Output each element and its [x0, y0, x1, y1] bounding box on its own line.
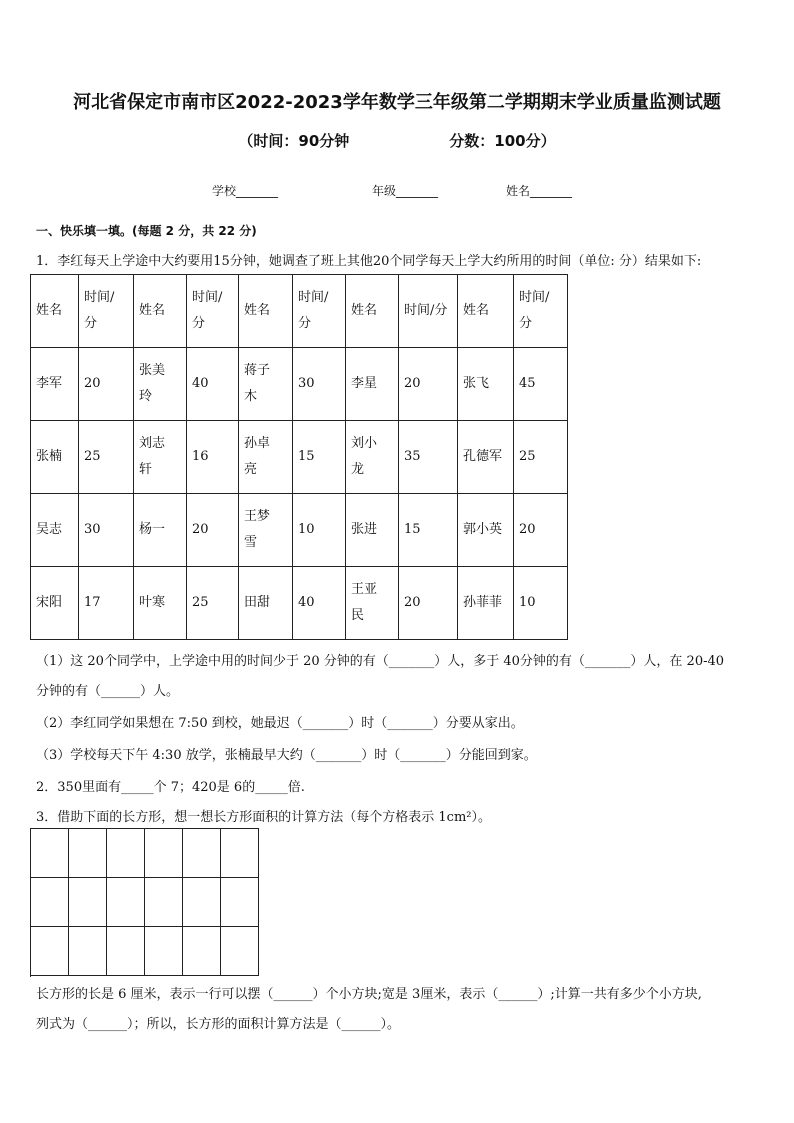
cell-text: 时间/分	[404, 303, 448, 318]
table-cell	[239, 494, 293, 567]
grid-cell	[221, 927, 259, 976]
cell-text: 民	[351, 608, 365, 623]
cell-text: 分	[84, 316, 98, 331]
cell-text: 亮	[244, 462, 258, 477]
grid-cell	[221, 878, 259, 927]
question-3-line2: 列式为（______）；所以，长方形的面积计算方法是（______）。	[36, 1017, 401, 1032]
cell-text: 20	[84, 376, 101, 391]
cell-text: 木	[244, 389, 258, 404]
table-cell	[31, 348, 79, 421]
cell-text: 王梦	[244, 509, 271, 524]
cell-text: 张飞	[463, 376, 490, 391]
cell-text: 玲	[139, 389, 153, 404]
cell-text: 16	[192, 449, 209, 464]
table-cell	[458, 348, 514, 421]
cell-text: 吴志	[36, 522, 63, 537]
table-row	[31, 494, 568, 567]
table-cell	[514, 348, 568, 421]
table-cell	[293, 494, 346, 567]
cell-text: 时间/	[519, 290, 550, 305]
cell-text: 李军	[36, 376, 63, 391]
cell-text: 17	[84, 595, 101, 610]
cell-text: 姓名	[351, 303, 378, 318]
cell-text: 分	[519, 316, 533, 331]
table-cell	[79, 275, 134, 348]
cell-text: 30	[84, 522, 101, 537]
cell-text: 姓名	[244, 303, 271, 318]
cell-text: 20	[519, 522, 536, 537]
table-cell	[31, 275, 79, 348]
exam-title: 河北省保定市南市区2022-2023学年数学三年级第二学期期末学业质量监测试题	[73, 92, 721, 113]
grid-cell	[183, 878, 221, 927]
table-cell	[187, 348, 239, 421]
grid-cell	[183, 927, 221, 976]
survey-table	[30, 274, 568, 640]
table-cell	[514, 275, 568, 348]
grade-field: 年级_______	[372, 184, 439, 198]
name-field: 姓名_______	[506, 184, 573, 198]
table-cell	[239, 567, 293, 640]
table-cell	[399, 494, 458, 567]
table-cell	[134, 567, 187, 640]
cell-text: 雪	[244, 535, 258, 550]
grid-cell	[31, 927, 69, 976]
table-cell	[31, 567, 79, 640]
table-cell	[458, 494, 514, 567]
table-cell	[346, 348, 399, 421]
cell-text: 25	[519, 449, 536, 464]
cell-text: 30	[298, 376, 315, 391]
grid-cell	[145, 927, 183, 976]
school-field: 学校_______	[212, 184, 279, 198]
cell-text: 轩	[139, 462, 153, 477]
cell-text: 10	[298, 522, 315, 537]
cell-text: 姓名	[463, 303, 490, 318]
exam-time: （时间：90分钟	[238, 132, 350, 150]
table-cell	[458, 567, 514, 640]
grid-cell	[221, 829, 259, 878]
table-cell	[239, 348, 293, 421]
cell-text: 蒋子	[244, 363, 271, 378]
question-3-text	[36, 980, 766, 1040]
table-cell	[134, 348, 187, 421]
cell-text: 杨一	[139, 522, 166, 537]
cell-text: 分	[192, 316, 206, 331]
question-1-stem: 1．李红每天上学途中大约要用15分钟，她调查了班上其他20个同学每天上学大约所用的时间（单位: 分）结果如下:	[36, 254, 702, 269]
table-cell	[346, 421, 399, 494]
cell-text: 姓名	[36, 303, 63, 318]
table-cell	[134, 275, 187, 348]
sub-question-1-line1: （1）这 20个同学中，上学途中用的时间少于 20 分钟的有（_______）人，多于 40分钟的有（_______）人，在 20-40	[36, 654, 725, 669]
cell-text: 20	[404, 376, 421, 391]
cell-text: 孙菲菲	[463, 595, 503, 610]
question-3-line1: 长方形的长是 6 厘米，表示一行可以摆（______）个小方块;宽是 3厘米，表示（______）;计算一共有多少个小方块,	[36, 987, 702, 1002]
cell-text: 姓名	[139, 303, 166, 318]
grid-cell	[31, 878, 69, 927]
sub-question-2: （2）李红同学如果想在 7:50 到校，她最迟（_______）时（_______）分要从家出。	[36, 716, 524, 731]
table-cell	[346, 567, 399, 640]
table-cell	[31, 494, 79, 567]
cell-text: 时间/	[84, 290, 115, 305]
table-cell	[31, 421, 79, 494]
cell-text: 郭小英	[463, 522, 503, 537]
table-cell	[399, 421, 458, 494]
cell-text: 宋阳	[36, 595, 63, 610]
table-row	[31, 421, 568, 494]
table-cell	[346, 494, 399, 567]
table-cell	[187, 567, 239, 640]
table-cell	[458, 275, 514, 348]
grid-cell	[69, 927, 107, 976]
grid-cell	[145, 829, 183, 878]
rectangle-grid	[30, 828, 259, 977]
grid-cell	[183, 829, 221, 878]
table-cell	[134, 421, 187, 494]
grid-cell	[145, 878, 183, 927]
cell-text: 10	[519, 595, 536, 610]
cell-text: 25	[192, 595, 209, 610]
table-cell	[399, 348, 458, 421]
table-cell	[79, 348, 134, 421]
table-cell	[239, 275, 293, 348]
cell-text: 田甜	[244, 595, 271, 610]
table-cell	[293, 275, 346, 348]
table-cell	[458, 421, 514, 494]
table-cell	[514, 421, 568, 494]
cell-text: 张美	[139, 363, 166, 378]
cell-text: 20	[192, 522, 209, 537]
table-cell	[134, 494, 187, 567]
cell-text: 叶寒	[139, 595, 166, 610]
grid-cell	[31, 829, 69, 878]
question-2: 2．350里面有_____个 7；420是 6的_____倍.	[36, 780, 305, 795]
cell-text: 35	[404, 449, 421, 464]
question-3-stem: 3．借助下面的长方形，想一想长方形面积的计算方法（每个方格表示 1cm²）。	[36, 810, 491, 825]
cell-text: 时间/	[192, 290, 223, 305]
cell-text: 时间/	[298, 290, 329, 305]
cell-text: 孙卓	[244, 436, 271, 451]
cell-text: 刘志	[139, 436, 166, 451]
grid-cell	[107, 829, 145, 878]
table-cell	[187, 275, 239, 348]
grid-cell	[107, 927, 145, 976]
exam-subtitle	[0, 130, 794, 151]
cell-text: 王亚	[351, 582, 378, 597]
grid-cell	[69, 829, 107, 878]
cell-text: 李星	[351, 376, 378, 391]
table-cell	[79, 567, 134, 640]
cell-text: 张楠	[36, 449, 63, 464]
table-cell	[187, 421, 239, 494]
sub-question-1-line2: 分钟的有（______）人。	[36, 684, 180, 699]
table-cell	[79, 421, 134, 494]
cell-text: 15	[298, 449, 315, 464]
table-cell	[79, 494, 134, 567]
cell-text: 25	[84, 449, 101, 464]
sub-question-3: （3）学校每天下午 4:30 放学，张楠最早大约（_______）时（_______）分能回到家。	[36, 748, 537, 763]
table-cell	[239, 421, 293, 494]
cell-text: 龙	[351, 462, 365, 477]
table-cell	[293, 348, 346, 421]
table-cell	[293, 567, 346, 640]
cell-text: 20	[404, 595, 421, 610]
cell-text: 张进	[351, 522, 378, 537]
table-cell	[187, 494, 239, 567]
cell-text: 孔德军	[463, 449, 503, 464]
cell-text: 刘小	[351, 436, 378, 451]
cell-text: 40	[192, 376, 209, 391]
table-cell	[399, 275, 458, 348]
exam-score: 分数：100分）	[449, 132, 556, 150]
table-header-row	[31, 275, 568, 348]
cell-text: 45	[519, 376, 536, 391]
table-row	[31, 348, 568, 421]
table-row	[31, 567, 568, 640]
table-cell	[346, 275, 399, 348]
grid-cell	[107, 878, 145, 927]
table-cell	[514, 494, 568, 567]
grid-cell	[69, 878, 107, 927]
table-cell	[293, 421, 346, 494]
cell-text: 15	[404, 522, 421, 537]
table-cell	[514, 567, 568, 640]
section-heading: 一、快乐填一填。(每题 2 分，共 22 分)	[36, 224, 257, 238]
table-cell	[399, 567, 458, 640]
cell-text: 分	[298, 316, 312, 331]
cell-text: 40	[298, 595, 315, 610]
